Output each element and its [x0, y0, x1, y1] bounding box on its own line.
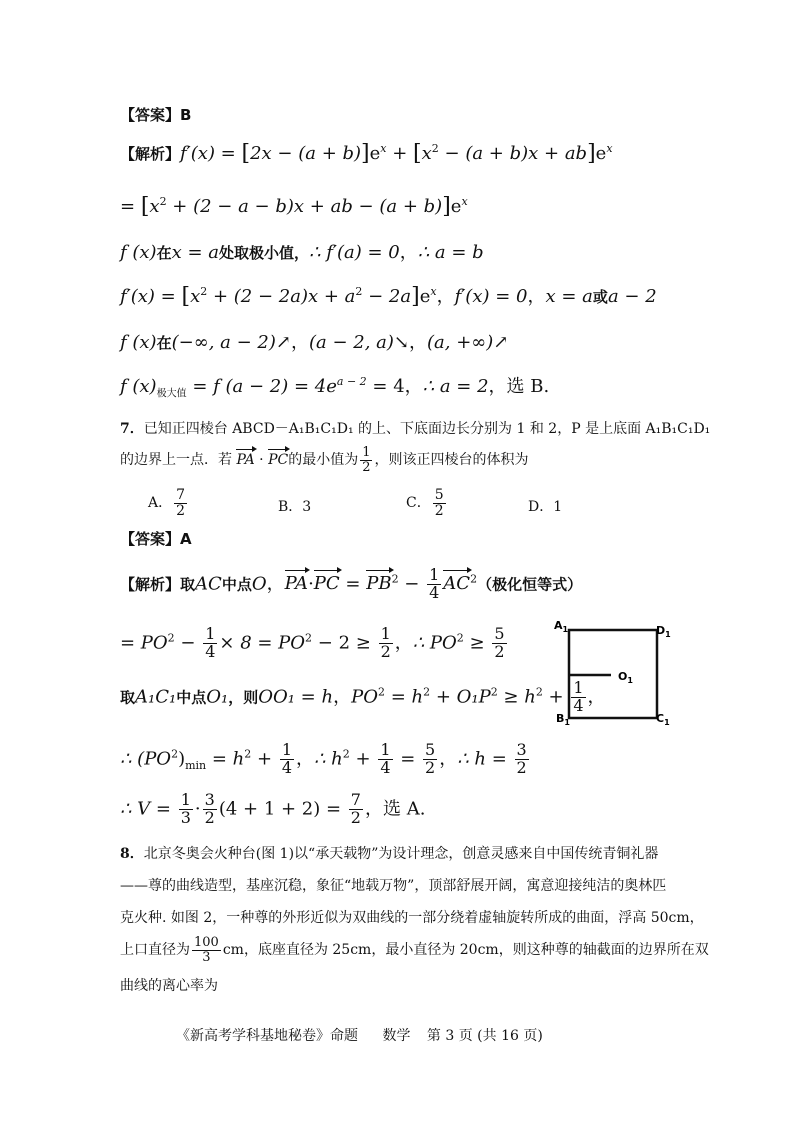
analysis-7-line-5: ∴ V = $\frac{1}{3}$ · $\frac{3}{2}$ (4 + 1 + 2) = $\frac{7}{2}$ ，选 A.: [120, 790, 426, 827]
decreasing-arrow-icon: ↘: [393, 332, 410, 353]
analysis-6-line-4: $f'(x) = [x^2 + (2 - 2a)x + a^2 - 2a]e^x$，f′(x) = 0，x = a或a − 2: [120, 284, 657, 309]
increasing-arrow-icon: ↗: [493, 332, 509, 353]
answer-6: 【答案】B: [120, 106, 192, 124]
increasing-arrow-icon: ↗: [275, 332, 291, 353]
question-8-line-4: 上口直径为 $\frac{100}{3}$ cm，底座直径为 25cm，最小直径为 20cm，则这种尊的轴截面的边界所在双: [120, 935, 709, 965]
option-a[interactable]: A． $\frac{7}{2}$: [148, 487, 186, 519]
page-footer: 《新高考学科基地秘卷》命题 数学 第 3 页 (共 16 页): [176, 1028, 543, 1044]
analysis-6-line-6: f $(x)_{极大值} = f$ $(a - 2) = 4e^{a - 2} = 4$，∴ a = 2，选 B.: [120, 375, 550, 400]
analysis-7-line-2: = $PO^2$ − $\frac{1}{4}$ × $8 = PO^2 - 2$ ≥ $\frac{1}{2}$ ，∴ $PO^2$ ≥ $\frac{5}{2}$: [120, 624, 505, 661]
option-b[interactable]: B．3: [278, 499, 312, 515]
label-b1: $B_1$: [556, 712, 570, 727]
analysis-7-line-3: 取A₁C₁中点O₁，则OO₁ = h，$PO^2 = h^2 + O_1P^2 \ge h^2$ + $\frac{1}{4}$ ，: [120, 678, 606, 715]
label-c1: $C_1$: [656, 712, 670, 727]
analysis-7-line-4: ∴ $(PO^2)_{min} = h^2$ + $\frac{1}{4}$ ，∴ $h^2$ + $\frac{1}{4}$ = $\frac{5}{2}$ ，∴ h = $\frac{3}{2}$: [120, 740, 527, 777]
question-8-line-3: 克火种. 如图 2，一种尊的外形近似为双曲线的一部分绕着虚轴旋转所成的曲面，浮高 50cm，: [120, 910, 704, 926]
analysis-6-line-3: f (x)在x = a处取极小值，∴ f′(a) = 0，∴ a = b: [120, 242, 484, 263]
question-8-line-1: 8．北京冬奥会火种台(图 1)以“承天载物”为设计理念，创意灵感来自中国传统青铜礼器: [120, 846, 659, 862]
option-c[interactable]: C． $\frac{5}{2}$: [406, 487, 444, 519]
analysis-6-line-5: f (x)在(−∞, a − 2)↗，(a − 2, a)↘，(a, +∞)↗: [120, 332, 509, 353]
label-o1: $O_1$: [618, 670, 633, 685]
analysis-6-line-2: = [$x^2 + (2 - a - b)x$ + ab − $(a + b)]e^x$: [120, 194, 468, 219]
question-8-line-2: ——尊的曲线造型，基座沉稳，象征“地载万物”，顶部舒展开阔，寓意迎接纯洁的奥林匹: [120, 878, 667, 894]
question-7-line-1: 7．已知正四棱台 ABCD－A₁B₁C₁D₁ 的上、下底面边长分别为 1 和 2，P 是上底面 A₁B₁C₁D₁: [120, 421, 711, 437]
label-d1: $D_1$: [656, 624, 671, 639]
question-8-line-5: 曲线的离心率为: [120, 978, 218, 994]
analysis-7-line-1: 【解析】取AC中点O，$PA\cdot PC = PB^2$ − $\frac{1}{4}$ $AC^2$（极化恒等式）: [120, 565, 583, 602]
square-base-figure: [548, 612, 678, 732]
analysis-6-line-1: 【解析】$f'(x) = [2x - (a + b)]e^x + [x^2 - (a + b)x + ab]e^x$: [120, 141, 613, 166]
answer-7: 【答案】A: [120, 530, 192, 548]
label-a1: $A_1$: [554, 619, 569, 634]
question-7-line-2: 的边界上一点．若 PA · PC的最小值为 $\frac{1}{2}$ ，则该正四棱台的体积为: [120, 445, 529, 475]
option-d[interactable]: D．1: [528, 499, 563, 515]
